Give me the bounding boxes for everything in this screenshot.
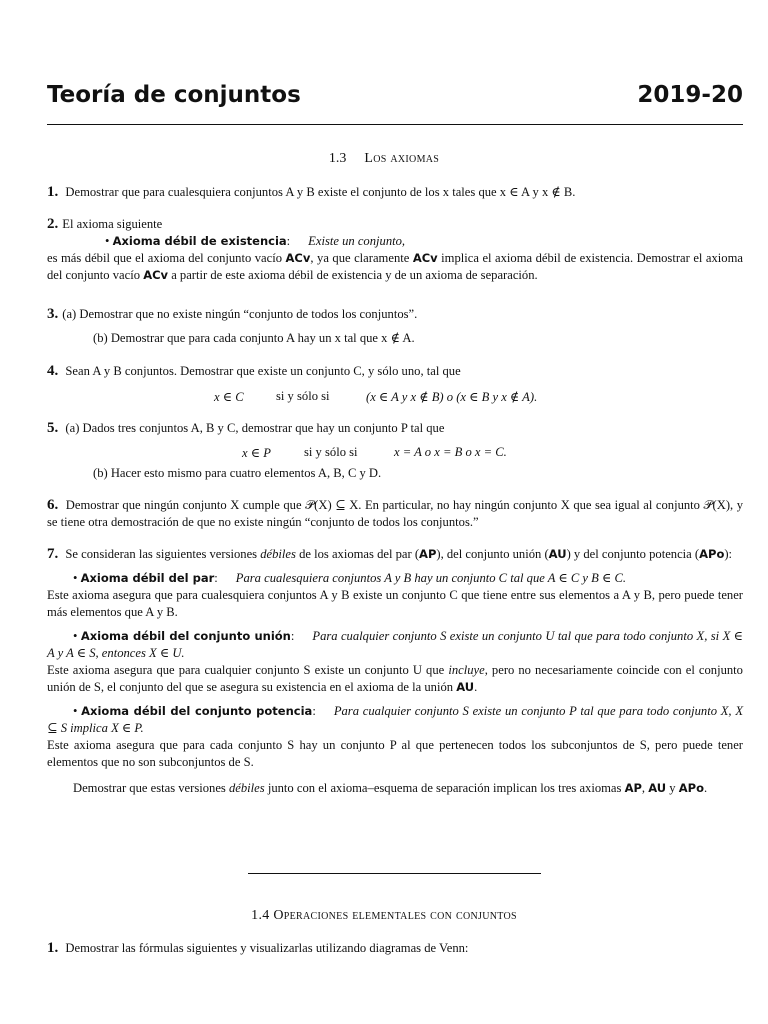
exercise-2	[47, 216, 743, 284]
section-heading-1-3	[0, 151, 768, 167]
exercise-5-part-b: (b) Hacer esto mismo para cuatro elementos A, B, C y D.	[93, 466, 382, 480]
axiom-weak-pair: • Axioma débil del par: Para cualesquiera conjuntos A y B hay un conjunto C tal que A ∈ C y B ∈ C.	[73, 571, 627, 585]
exercise-intro: El axioma siguiente	[62, 217, 163, 231]
exercise-number: 2.	[47, 216, 59, 232]
axiom-text: Existe un conjunto,	[308, 234, 406, 248]
exercise-1	[47, 184, 743, 201]
axiom-line: • Axioma débil de existencia: Existe un conjunto,	[105, 234, 406, 248]
exercise-paragraph: es más débil que el axioma del conjunto vacío ACv, ya que claramente ACv implica el axioma débil de existencia. Demostrar el axioma del conjunto vacío ACv a partir de este axioma débil de existencia y de un axioma de separación.	[47, 251, 743, 282]
exercise-part-a: (a) Dados tres conjuntos A, B y C, demostrar que hay un conjunto P tal que	[65, 421, 445, 435]
document-title: Teoría de conjuntos	[47, 82, 301, 108]
exercise-5	[47, 420, 743, 437]
section-heading-1-4	[0, 908, 768, 924]
section-title: 1.4 Operaciones elementales con conjuntos	[251, 908, 517, 923]
exercise-part-a: (a) Demostrar que no existe ningún “conjunto de todos los conjuntos”.	[62, 307, 418, 321]
exercise-4	[47, 363, 743, 380]
exercise-number: 1.	[47, 184, 59, 200]
exercise-intro: 7. Se consideran las siguientes versiones débiles de los axiomas del par (AP), del conjunto unión (AU) y del conjunto potencia (APo):	[47, 546, 733, 562]
axiom-weak-pair-explanation: Este axioma asegura que para cualesquiera conjuntos A y B existe un conjunto C que tiene entre sus elementos a A y B, pero puede tener más elementos que A y B.	[47, 588, 743, 619]
exercise-number: 3.	[47, 306, 59, 322]
exercise-text: Demostrar que ningún conjunto X cumple que 𝒫(X) ⊆ X. En particular, no hay ningún conjunto X que sea igual al conjunto 𝒫(X), y se tiene otra demostración de que no existe ningún “conjunto de todos los conjuntos.”	[47, 498, 743, 529]
exercise-number: 7.	[47, 546, 59, 562]
section-number: 1.3	[328, 151, 347, 166]
exercise-number: 1.	[47, 940, 59, 956]
axiom-weak-union-explanation: Este axioma asegura que para cualquier conjunto S existe un conjunto U que incluye, pero no necesariamente coincide con el conjunto unión de S, el conjunto del que se asegura su existencia en el axioma de la unión AU.	[47, 663, 743, 694]
exercise-7	[47, 546, 743, 797]
header-rule	[47, 124, 743, 125]
exercise-1-4-1	[47, 940, 743, 957]
section-divider	[248, 873, 541, 874]
section-title: Los axiomas	[364, 151, 440, 166]
axiom-weak-union: • Axioma débil del conjunto unión: Para cualquier conjunto S existe un conjunto U tal que para todo conjunto X, si X ∈ A y A ∈ S, entonces X ∈ U.	[47, 629, 743, 660]
exercise-text: Demostrar que para cualesquiera conjuntos A y B existe el conjunto de los x tales que x ∈ A y x ∉ B.	[65, 185, 576, 199]
axiom-weak-power-set: • Axioma débil del conjunto potencia: Para cualquier conjunto S existe un conjunto P tal que para todo conjunto X, X ⊆ S implica X ∈ P.	[47, 704, 744, 735]
exercise-text: Demostrar las fórmulas siguientes y visualizarlas utilizando diagramas de Venn:	[65, 941, 469, 955]
exercise-text: Sean A y B conjuntos. Demostrar que existe un conjunto C, y sólo uno, tal que	[65, 364, 461, 378]
exercise-number: 6.	[47, 497, 59, 513]
axiom-name: Axioma débil de existencia	[112, 234, 287, 248]
exercise-6	[47, 497, 743, 531]
axiom-weak-power-set-explanation: Este axioma asegura que para cada conjunto S hay un conjunto P al que pertenecen todos los subconjuntos de S, pero puede tener elementos que no son subconjuntos de S.	[47, 738, 743, 769]
page-header	[47, 82, 743, 122]
exercise-7-conclusion: Demostrar que estas versiones débiles junto con el axioma–esquema de separación implican los tres axiomas AP, AU y APo.	[73, 781, 708, 795]
document-year: 2019-20	[637, 82, 743, 108]
exercise-part-b: (b) Demostrar que para cada conjunto A hay un x tal que x ∉ A.	[93, 331, 415, 345]
exercise-3	[47, 306, 743, 347]
exercise-number: 4.	[47, 363, 59, 379]
exercise-number: 5.	[47, 420, 59, 436]
